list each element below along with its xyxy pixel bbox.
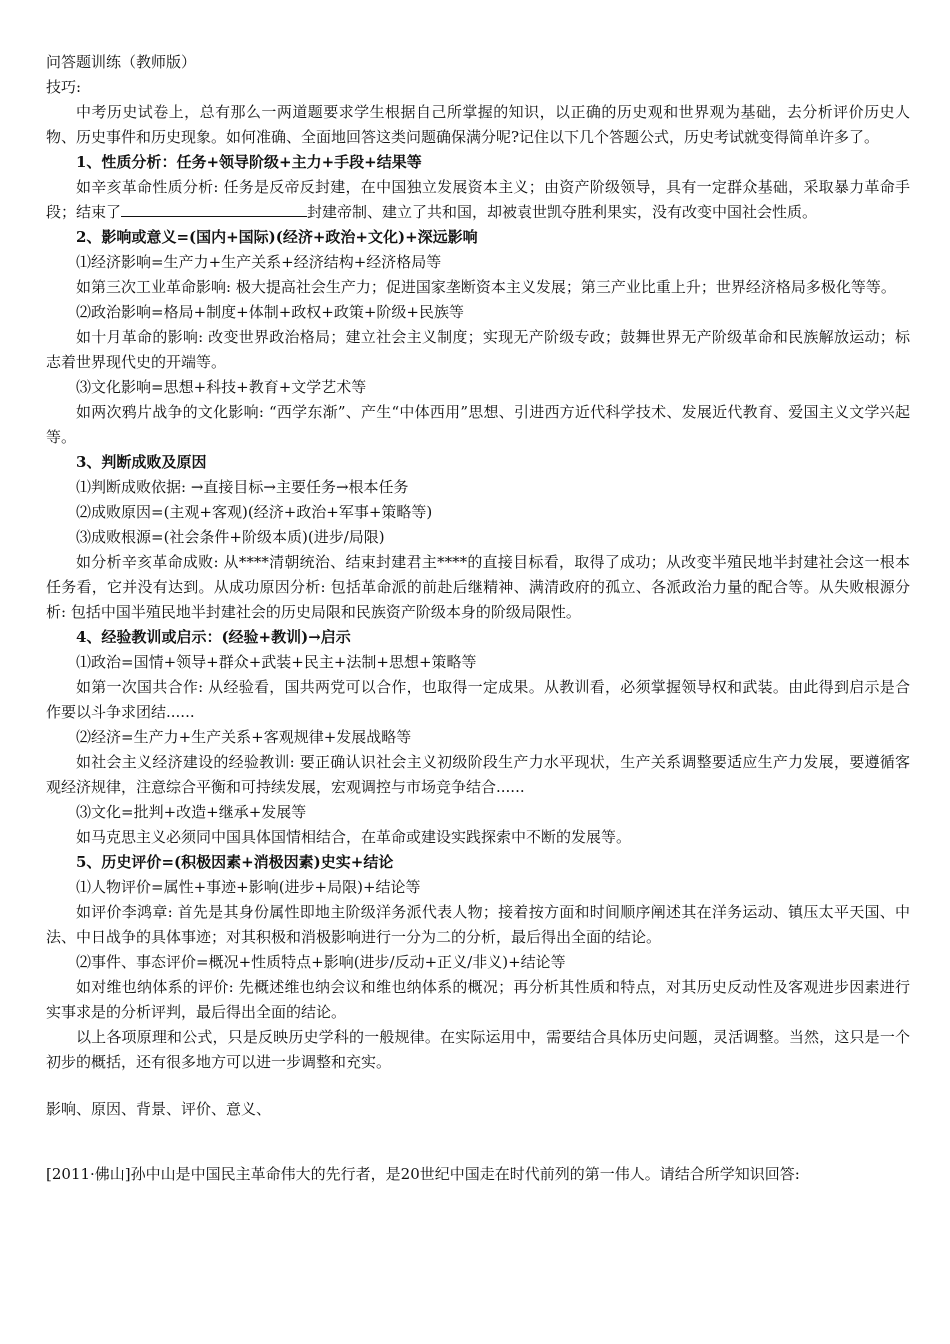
section-1-example-part-b: 封建帝制、建立了共和国，却被袁世凯夺胜利果实，没有改变中国社会性质。 — [307, 203, 818, 221]
fill-in-blank — [121, 202, 307, 217]
section-3-cause: ⑵成败原因=(主观+客观)(经济+政治+军事+策略等) — [76, 503, 433, 521]
section-1-example — [46, 175, 910, 225]
section-2-political-example: 如十月革命的影响: 改变世界政治格局；建立社会主义制度；实现无产阶级专政；鼓舞世界无产阶级革命和民族解放运动；标志着世界现代史的开端等。 — [46, 328, 910, 371]
document-page — [46, 50, 910, 1187]
spacer — [46, 1075, 910, 1097]
section-1-heading: 1、性质分析：任务+领导阶级+主力+手段+结果等 — [76, 153, 422, 171]
section-3-heading: 3、判断成败及原因 — [76, 453, 207, 471]
section-2-economic-example: 如第三次工业革命影响: 极大提高社会生产力；促进国家垄断资本主义发展；第三产业比重上升；世界经济格局多极化等等。 — [76, 278, 896, 296]
section-4-heading: 4、经验教训或启示：(经验+教训)→启示 — [76, 628, 351, 646]
section-4-cultural-formula: ⑶文化=批判+改造+继承+发展等 — [76, 803, 307, 821]
section-2-political-formula: ⑵政治影响=格局+制度+体制+政权+政策+阶级+民族等 — [76, 303, 464, 321]
section-4-political-formula: ⑴政治=国情+领导+群众+武装+民主+法制+思想+策略等 — [76, 653, 477, 671]
section-2-cultural-example: 如两次鸦片战争的文化影响: “西学东渐”、产生“中体西用”思想、引进西方近代科学技术、发展近代教育、爱国主义文学兴起等。 — [46, 403, 910, 446]
spacer — [46, 1122, 910, 1162]
section-3-basis: ⑴判断成败依据: →直接目标→主要任务→根本任务 — [76, 478, 409, 496]
keywords-line: 影响、原因、背景、评价、意义、 — [46, 1100, 272, 1118]
section-2-economic-formula: ⑴经济影响=生产力+生产关系+经济结构+经济格局等 — [76, 253, 442, 271]
section-1-example-part-a: 如辛亥革命性质分析: 任务是反帝反封建，在中国独立发展资本主义；由资产阶级领导，具有一定群众基础，采取暴力革命手段；结束了 — [46, 178, 910, 221]
section-2-heading: 2、影响或意义=(国内+国际)(经济+政治+文化)+深远影响 — [76, 228, 478, 246]
exam-question: [2011·佛山]孙中山是中国民主革命伟大的先行者，是20世纪中国走在时代前列的第一伟人。请结合所学知识回答: — [46, 1165, 800, 1183]
section-5-person-example: 如评价李鸿章: 首先是其身份属性即地主阶级洋务派代表人物；接着按方面和时间顺序阐述其在洋务运动、镇压太平天国、中法、中日战争的具体事迹；对其积极和消极影响进行一分为二的分析，最后得出全面的结论。 — [46, 903, 910, 946]
section-5-person-formula: ⑴人物评价=属性+事迹+影响(进步+局限)+结论等 — [76, 878, 421, 896]
section-5-event-example: 如对维也纳体系的评价: 先概述维也纳会议和维也纳体系的概况；再分析其性质和特点，对其历史反动性及客观进步因素进行实事求是的分析评判，最后得出全面的结论。 — [46, 978, 910, 1021]
section-3-example: 如分析辛亥革命成败: 从****清朝统治、结束封建君主****的直接目标看，取得了成功；从改变半殖民地半封建社会这一根本任务看，它并没有达到。从成功原因分析: 包括革命派的前赴后继精神、满清政府的孤立、各派政治力量的配合等。从失败根源分析: 包括中国半殖民地半封建社会的历史局限和民族资产阶级本身的阶级局限性。 — [46, 553, 910, 621]
skills-label: 技巧: — [46, 78, 82, 96]
section-5-heading: 5、历史评价=(积极因素+消极因素)史实+结论 — [76, 853, 394, 871]
section-4-cultural-example: 如马克思主义必须同中国具体国情相结合，在革命或建设实践探索中不断的发展等。 — [76, 828, 632, 846]
section-4-political-example: 如第一次国共合作: 从经验看，国共两党可以合作，也取得一定成果。从教训看，必须掌握领导权和武装。由此得到启示是合作要以斗争求团结...... — [46, 678, 910, 721]
section-4-economic-formula: ⑵经济=生产力+生产关系+客观规律+发展战略等 — [76, 728, 412, 746]
intro-paragraph: 中考历史试卷上，总有那么一两道题要求学生根据自己所掌握的知识，以正确的历史观和世界观为基础，去分析评价历史人物、历史事件和历史现象。如何准确、全面地回答这类问题确保满分呢?记住以下几个答题公式，历史考试就变得简单许多了。 — [46, 103, 910, 146]
conclusion-paragraph: 以上各项原理和公式，只是反映历史学科的一般规律。在实际运用中，需要结合具体历史问题，灵活调整。当然，这只是一个初步的概括，还有很多地方可以进一步调整和充实。 — [46, 1028, 910, 1071]
section-4-economic-example: 如社会主义经济建设的经验教训: 要正确认识社会主义初级阶段生产力水平现状，生产关系调整要适应生产力发展，要遵循客观经济规律，注意综合平衡和可持续发展，宏观调控与市场竞争结合...... — [46, 753, 910, 796]
section-5-event-formula: ⑵事件、事态评价=概况+性质特点+影响(进步/反动+正义/非义)+结论等 — [76, 953, 566, 971]
section-2-cultural-formula: ⑶文化影响=思想+科技+教育+文学艺术等 — [76, 378, 367, 396]
section-3-root: ⑶成败根源=(社会条件+阶级本质)(进步/局限) — [76, 528, 385, 546]
document-title: 问答题训练（教师版） — [46, 53, 197, 71]
